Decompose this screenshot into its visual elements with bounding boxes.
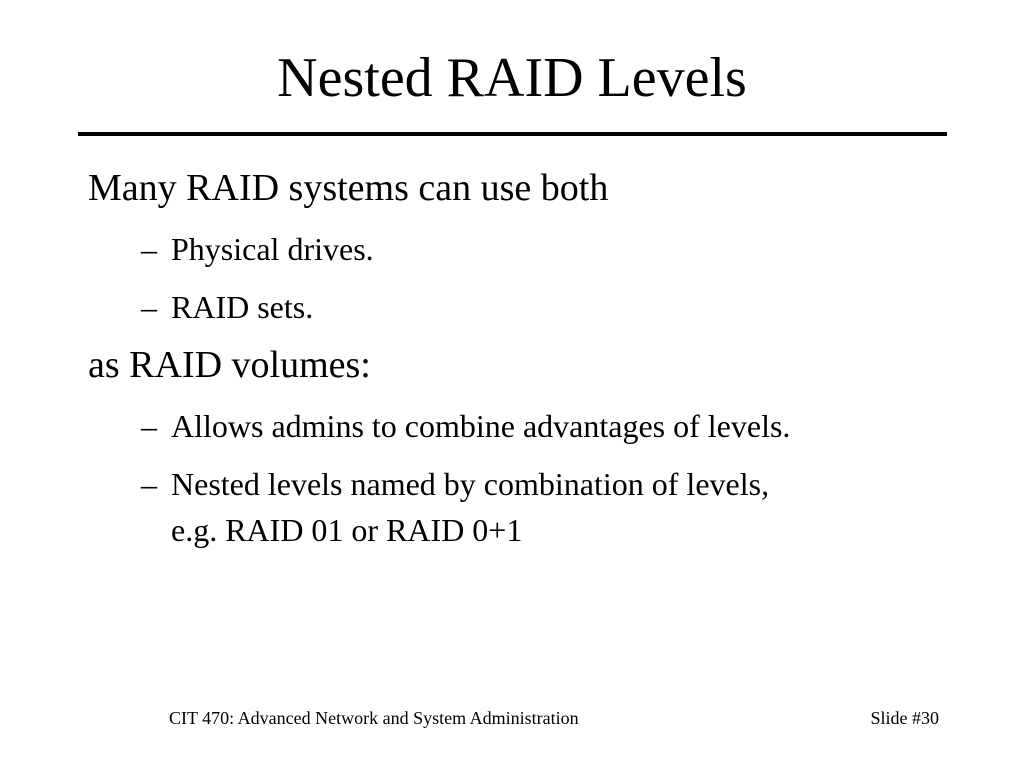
slide-body	[88, 163, 968, 553]
bullet-text: Nested levels named by combination of levels,	[171, 466, 770, 502]
bullet-text: RAID sets.	[171, 289, 314, 325]
bullet-level2	[141, 403, 968, 449]
slide-title: Nested RAID Levels	[277, 47, 747, 109]
dash-bullet: –	[141, 408, 157, 444]
bullet-level1: Many RAID systems can use both	[88, 167, 609, 209]
bullet-level2	[141, 284, 968, 330]
dash-bullet: –	[141, 231, 157, 267]
bullet-text: Allows admins to combine advantages of levels.	[171, 408, 791, 444]
bullet-text: Physical drives.	[171, 231, 374, 267]
title-underline	[78, 132, 947, 136]
bullet-level2	[141, 226, 968, 272]
footer-course: CIT 470: Advanced Network and System Administration	[169, 708, 579, 728]
bullet-level2	[141, 461, 968, 553]
bullet-text-continuation: e.g. RAID 01 or RAID 0+1	[171, 512, 523, 548]
dash-bullet: –	[141, 289, 157, 325]
footer-slide-number: Slide #30	[870, 708, 939, 728]
dash-bullet: –	[141, 466, 157, 502]
bullet-level1: as RAID volumes:	[88, 344, 371, 386]
